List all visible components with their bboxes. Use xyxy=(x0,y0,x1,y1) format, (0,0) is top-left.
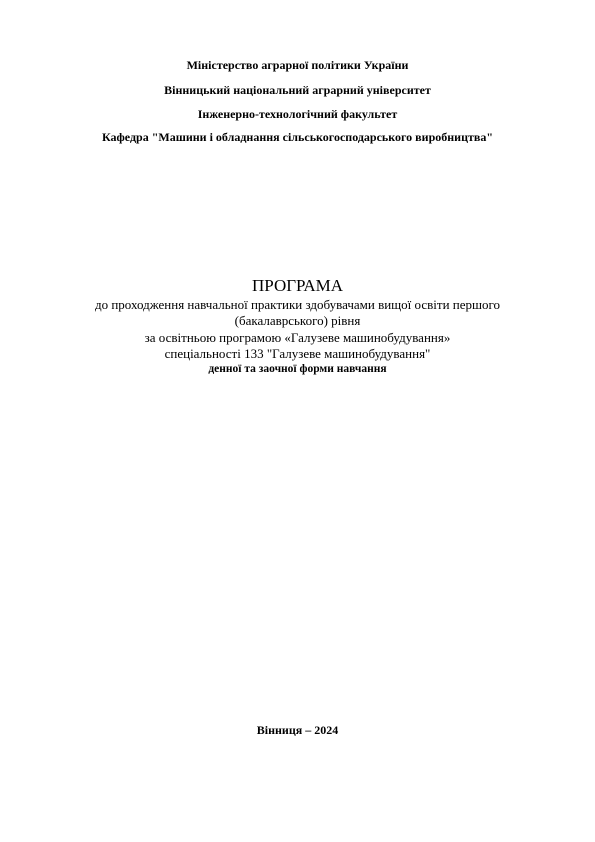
ministry-heading: Міністерство аграрної політики України xyxy=(186,58,409,72)
document-title: ПРОГРАМА xyxy=(252,276,343,295)
study-form-line: денної та заочної форми навчання xyxy=(208,363,387,375)
faculty-heading: Інженерно-технологічний факультет xyxy=(197,107,398,121)
place-and-year: Вінниця – 2024 xyxy=(256,723,339,737)
university-heading: Вінницький національний аграрний університет xyxy=(164,83,431,97)
title-description-line-2: (бакалаврського) рівня xyxy=(234,313,361,328)
title-description-line-1: до проходження навчальної практики здобувачами вищої освіти першого xyxy=(94,297,501,312)
department-heading: Кафедра "Машини і обладнання сільськогосподарського виробництва" xyxy=(101,130,494,144)
specialty-line: спеціальності 133 "Галузеве машинобудування" xyxy=(164,346,431,361)
educational-program-line: за освітньою програмою «Галузеве машинобудування» xyxy=(144,330,451,345)
